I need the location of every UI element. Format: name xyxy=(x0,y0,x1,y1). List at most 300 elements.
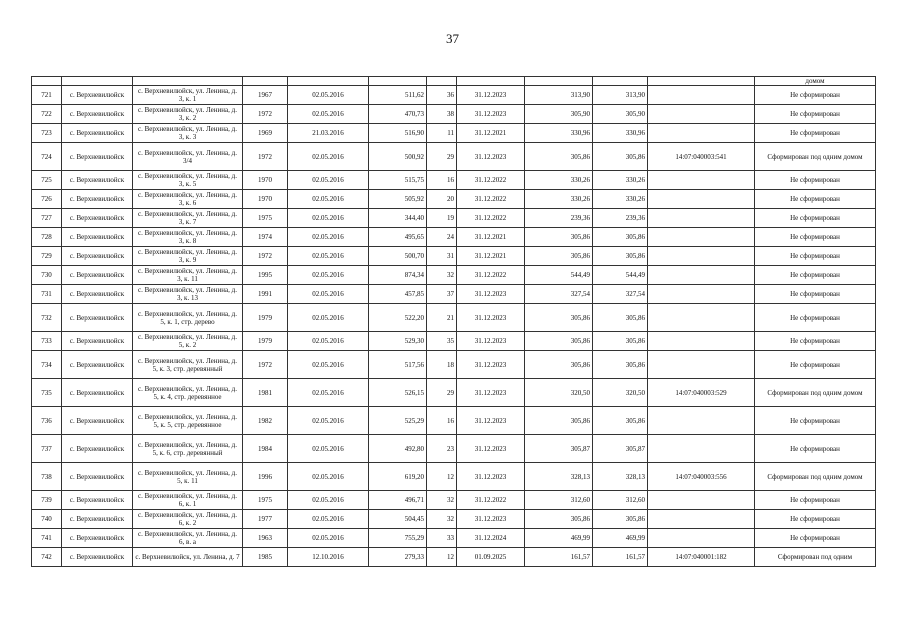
area-cell: 496,71 xyxy=(369,491,427,510)
table-row xyxy=(32,86,876,105)
cost-a-cell: 330,26 xyxy=(525,190,593,209)
year-built-cell: 1985 xyxy=(243,548,288,567)
cadastral-number-cell xyxy=(648,304,755,332)
cadastral-number-cell xyxy=(648,407,755,435)
area-cell: 504,45 xyxy=(369,510,427,529)
row-number-cell: 723 xyxy=(32,124,62,143)
cost-b-cell: 320,50 xyxy=(593,379,648,407)
cost-a-cell: 328,13 xyxy=(525,463,593,491)
register-table xyxy=(31,76,876,567)
cost-b-cell: 330,26 xyxy=(593,171,648,190)
residents-cell: 18 xyxy=(427,351,457,379)
cost-a-cell: 327,54 xyxy=(525,285,593,304)
deadline-date-cell: 31.12.2023 xyxy=(457,379,525,407)
residents-cell: 31 xyxy=(427,247,457,266)
table-row-continued xyxy=(32,77,876,86)
settlement-cell: с. Верхневилюйск xyxy=(62,510,133,529)
survey-date-cell: 02.05.2016 xyxy=(288,529,369,548)
deadline-date-cell: 31.12.2023 xyxy=(457,407,525,435)
residents-cell: 24 xyxy=(427,228,457,247)
address-cell: с. Верхневилюйск, ул. Ленина, д. 5, к. 4, стр. деревянное xyxy=(133,379,243,407)
cost-a-cell xyxy=(525,77,593,86)
settlement-cell xyxy=(62,77,133,86)
cadastral-number-cell xyxy=(648,190,755,209)
survey-date-cell: 02.05.2016 xyxy=(288,266,369,285)
cost-a-cell: 320,50 xyxy=(525,379,593,407)
area-cell: 874,34 xyxy=(369,266,427,285)
row-number-cell xyxy=(32,77,62,86)
address-cell: с. Верхневилюйск, ул. Ленина, д. 5, к. 1, стр. дерево xyxy=(133,304,243,332)
row-number-cell: 742 xyxy=(32,548,62,567)
settlement-cell: с. Верхневилюйск xyxy=(62,209,133,228)
table-row xyxy=(32,379,876,407)
deadline-date-cell: 31.12.2021 xyxy=(457,247,525,266)
year-built-cell: 1974 xyxy=(243,228,288,247)
year-built-cell xyxy=(243,77,288,86)
address-cell: с. Верхневилюйск, ул. Ленина, д. 3, к. 6 xyxy=(133,190,243,209)
address-cell: с. Верхневилюйск, ул. Ленина, д. 3, к. 2 xyxy=(133,105,243,124)
cadastral-number-cell xyxy=(648,124,755,143)
cost-b-cell: 544,49 xyxy=(593,266,648,285)
cost-b-cell: 239,36 xyxy=(593,209,648,228)
settlement-cell: с. Верхневилюйск xyxy=(62,247,133,266)
year-built-cell: 1972 xyxy=(243,351,288,379)
residents-cell: 36 xyxy=(427,86,457,105)
land-status-cell: Не сформирован xyxy=(755,266,876,285)
residents-cell: 29 xyxy=(427,143,457,171)
survey-date-cell xyxy=(288,77,369,86)
area-cell: 495,65 xyxy=(369,228,427,247)
residents-cell: 38 xyxy=(427,105,457,124)
land-status-cell: Не сформирован xyxy=(755,86,876,105)
table-row xyxy=(32,351,876,379)
year-built-cell: 1982 xyxy=(243,407,288,435)
cost-a-cell: 312,60 xyxy=(525,491,593,510)
cost-a-cell: 161,57 xyxy=(525,548,593,567)
deadline-date-cell: 31.12.2023 xyxy=(457,463,525,491)
year-built-cell: 1984 xyxy=(243,435,288,463)
deadline-date-cell: 31.12.2021 xyxy=(457,124,525,143)
land-status-cell: Не сформирован xyxy=(755,247,876,266)
survey-date-cell: 02.05.2016 xyxy=(288,143,369,171)
area-cell: 516,90 xyxy=(369,124,427,143)
settlement-cell: с. Верхневилюйск xyxy=(62,86,133,105)
deadline-date-cell: 31.12.2023 xyxy=(457,285,525,304)
year-built-cell: 1972 xyxy=(243,143,288,171)
area-cell: 522,20 xyxy=(369,304,427,332)
table-row xyxy=(32,435,876,463)
deadline-date-cell: 31.12.2022 xyxy=(457,209,525,228)
land-status-cell: Сформирован под одним домом xyxy=(755,143,876,171)
cost-a-cell: 305,86 xyxy=(525,247,593,266)
table-row xyxy=(32,124,876,143)
deadline-date-cell: 31.12.2023 xyxy=(457,105,525,124)
cadastral-number-cell xyxy=(648,266,755,285)
cost-b-cell xyxy=(593,77,648,86)
land-status-cell: Сформирован под одним домом xyxy=(755,379,876,407)
row-number-cell: 737 xyxy=(32,435,62,463)
area-cell: 492,80 xyxy=(369,435,427,463)
settlement-cell: с. Верхневилюйск xyxy=(62,285,133,304)
address-cell: с. Верхневилюйск, ул. Ленина, д. 3, к. 5 xyxy=(133,171,243,190)
survey-date-cell: 02.05.2016 xyxy=(288,407,369,435)
cost-a-cell: 313,90 xyxy=(525,86,593,105)
settlement-cell: с. Верхневилюйск xyxy=(62,379,133,407)
cost-a-cell: 305,86 xyxy=(525,228,593,247)
residents-cell: 23 xyxy=(427,435,457,463)
cadastral-number-cell xyxy=(648,105,755,124)
address-cell: с. Верхневилюйск, ул. Ленина, д. 3, к. 8 xyxy=(133,228,243,247)
address-cell: с. Верхневилюйск, ул. Ленина, д. 7 xyxy=(133,548,243,567)
cost-b-cell: 161,57 xyxy=(593,548,648,567)
land-status-cell: Не сформирован xyxy=(755,285,876,304)
year-built-cell: 1977 xyxy=(243,510,288,529)
row-number-cell: 727 xyxy=(32,209,62,228)
deadline-date-cell: 31.12.2023 xyxy=(457,86,525,105)
survey-date-cell: 02.05.2016 xyxy=(288,510,369,529)
land-status-cell: Не сформирован xyxy=(755,332,876,351)
address-cell: с. Верхневилюйск, ул. Ленина, д. 5, к. 3, стр. деревянный xyxy=(133,351,243,379)
settlement-cell: с. Верхневилюйск xyxy=(62,105,133,124)
survey-date-cell: 02.05.2016 xyxy=(288,190,369,209)
cost-a-cell: 544,49 xyxy=(525,266,593,285)
cost-b-cell: 305,86 xyxy=(593,351,648,379)
area-cell: 619,20 xyxy=(369,463,427,491)
residents-cell: 32 xyxy=(427,491,457,510)
row-number-cell: 738 xyxy=(32,463,62,491)
table-row xyxy=(32,285,876,304)
year-built-cell: 1995 xyxy=(243,266,288,285)
cadastral-number-cell xyxy=(648,228,755,247)
cadastral-number-cell xyxy=(648,247,755,266)
table-row xyxy=(32,332,876,351)
row-number-cell: 741 xyxy=(32,529,62,548)
cost-b-cell: 305,86 xyxy=(593,407,648,435)
address-cell: с. Верхневилюйск, ул. Ленина, д. 3, к. 3 xyxy=(133,124,243,143)
row-number-cell: 734 xyxy=(32,351,62,379)
settlement-cell: с. Верхневилюйск xyxy=(62,190,133,209)
year-built-cell: 1972 xyxy=(243,105,288,124)
survey-date-cell: 02.05.2016 xyxy=(288,285,369,304)
table-row xyxy=(32,510,876,529)
table-row xyxy=(32,304,876,332)
cost-b-cell: 469,99 xyxy=(593,529,648,548)
land-status-cell: домом xyxy=(755,77,876,86)
year-built-cell: 1981 xyxy=(243,379,288,407)
cadastral-number-cell xyxy=(648,332,755,351)
cost-a-cell: 305,86 xyxy=(525,510,593,529)
residents-cell: 11 xyxy=(427,124,457,143)
table-row xyxy=(32,228,876,247)
cost-a-cell: 330,96 xyxy=(525,124,593,143)
cadastral-number-cell xyxy=(648,351,755,379)
settlement-cell: с. Верхневилюйск xyxy=(62,529,133,548)
land-status-cell: Не сформирован xyxy=(755,529,876,548)
survey-date-cell: 02.05.2016 xyxy=(288,332,369,351)
settlement-cell: с. Верхневилюйск xyxy=(62,491,133,510)
residents-cell: 33 xyxy=(427,529,457,548)
cadastral-number-cell xyxy=(648,529,755,548)
survey-date-cell: 02.05.2016 xyxy=(288,379,369,407)
cost-b-cell: 305,86 xyxy=(593,332,648,351)
table-row xyxy=(32,190,876,209)
cadastral-number-cell xyxy=(648,86,755,105)
year-built-cell: 1970 xyxy=(243,190,288,209)
year-built-cell: 1963 xyxy=(243,529,288,548)
address-cell xyxy=(133,77,243,86)
settlement-cell: с. Верхневилюйск xyxy=(62,124,133,143)
year-built-cell: 1970 xyxy=(243,171,288,190)
address-cell: с. Верхневилюйск, ул. Ленина, д. 6, в. а xyxy=(133,529,243,548)
deadline-date-cell: 31.12.2023 xyxy=(457,351,525,379)
survey-date-cell: 02.05.2016 xyxy=(288,351,369,379)
row-number-cell: 740 xyxy=(32,510,62,529)
residents-cell: 20 xyxy=(427,190,457,209)
row-number-cell: 739 xyxy=(32,491,62,510)
cadastral-number-cell: 14:07:040003:529 xyxy=(648,379,755,407)
land-status-cell: Не сформирован xyxy=(755,105,876,124)
table-row xyxy=(32,463,876,491)
area-cell: 279,33 xyxy=(369,548,427,567)
row-number-cell: 724 xyxy=(32,143,62,171)
page-number: 37 xyxy=(446,31,459,46)
cost-b-cell: 305,86 xyxy=(593,143,648,171)
address-cell: с. Верхневилюйск, ул. Ленина, д. 5, к. 2 xyxy=(133,332,243,351)
area-cell: 511,62 xyxy=(369,86,427,105)
table-row xyxy=(32,247,876,266)
year-built-cell: 1967 xyxy=(243,86,288,105)
cost-a-cell: 305,86 xyxy=(525,407,593,435)
table-row xyxy=(32,548,876,567)
address-cell: с. Верхневилюйск, ул. Ленина, д. 3, к. 11 xyxy=(133,266,243,285)
area-cell: 515,75 xyxy=(369,171,427,190)
settlement-cell: с. Верхневилюйск xyxy=(62,407,133,435)
land-status-cell: Не сформирован xyxy=(755,190,876,209)
year-built-cell: 1991 xyxy=(243,285,288,304)
year-built-cell: 1975 xyxy=(243,209,288,228)
cost-b-cell: 330,96 xyxy=(593,124,648,143)
cost-b-cell: 305,86 xyxy=(593,228,648,247)
settlement-cell: с. Верхневилюйск xyxy=(62,351,133,379)
deadline-date-cell: 31.12.2022 xyxy=(457,266,525,285)
settlement-cell: с. Верхневилюйск xyxy=(62,463,133,491)
year-built-cell: 1979 xyxy=(243,304,288,332)
cadastral-number-cell: 14:07:040003:556 xyxy=(648,463,755,491)
deadline-date-cell: 31.12.2024 xyxy=(457,529,525,548)
year-built-cell: 1996 xyxy=(243,463,288,491)
settlement-cell: с. Верхневилюйск xyxy=(62,332,133,351)
survey-date-cell: 02.05.2016 xyxy=(288,228,369,247)
row-number-cell: 728 xyxy=(32,228,62,247)
land-status-cell: Не сформирован xyxy=(755,304,876,332)
address-cell: с. Верхневилюйск, ул. Ленина, д. 5, к. 11 xyxy=(133,463,243,491)
survey-date-cell: 02.05.2016 xyxy=(288,105,369,124)
address-cell: с. Верхневилюйск, ул. Ленина, д. 5, к. 6, стр. деревянный xyxy=(133,435,243,463)
survey-date-cell: 02.05.2016 xyxy=(288,435,369,463)
residents-cell: 37 xyxy=(427,285,457,304)
survey-date-cell: 02.05.2016 xyxy=(288,86,369,105)
area-cell xyxy=(369,77,427,86)
area-cell: 517,56 xyxy=(369,351,427,379)
residents-cell: 35 xyxy=(427,332,457,351)
cost-b-cell: 327,54 xyxy=(593,285,648,304)
land-status-cell: Не сформирован xyxy=(755,435,876,463)
land-status-cell: Не сформирован xyxy=(755,351,876,379)
settlement-cell: с. Верхневилюйск xyxy=(62,548,133,567)
cadastral-number-cell: 14:07:040001:182 xyxy=(648,548,755,567)
address-cell: с. Верхневилюйск, ул. Ленина, д. 5, к. 5, стр. деревянное xyxy=(133,407,243,435)
row-number-cell: 736 xyxy=(32,407,62,435)
cost-b-cell: 313,90 xyxy=(593,86,648,105)
residents-cell: 19 xyxy=(427,209,457,228)
area-cell: 505,92 xyxy=(369,190,427,209)
cadastral-number-cell: 14:07:040003:541 xyxy=(648,143,755,171)
cost-a-cell: 305,86 xyxy=(525,143,593,171)
cost-a-cell: 305,90 xyxy=(525,105,593,124)
year-built-cell: 1969 xyxy=(243,124,288,143)
area-cell: 529,30 xyxy=(369,332,427,351)
cadastral-number-cell xyxy=(648,510,755,529)
address-cell: с. Верхневилюйск, ул. Ленина, д. 6, к. 2 xyxy=(133,510,243,529)
residents-cell: 16 xyxy=(427,407,457,435)
deadline-date-cell xyxy=(457,77,525,86)
residents-cell: 32 xyxy=(427,266,457,285)
area-cell: 525,29 xyxy=(369,407,427,435)
cadastral-number-cell xyxy=(648,209,755,228)
table-row xyxy=(32,143,876,171)
residents-cell: 21 xyxy=(427,304,457,332)
cadastral-number-cell xyxy=(648,491,755,510)
area-cell: 344,40 xyxy=(369,209,427,228)
address-cell: с. Верхневилюйск, ул. Ленина, д. 3, к. 9 xyxy=(133,247,243,266)
area-cell: 755,29 xyxy=(369,529,427,548)
deadline-date-cell: 31.12.2023 xyxy=(457,304,525,332)
survey-date-cell: 02.05.2016 xyxy=(288,209,369,228)
table-row xyxy=(32,105,876,124)
residents-cell: 12 xyxy=(427,548,457,567)
land-status-cell: Не сформирован xyxy=(755,124,876,143)
residents-cell: 12 xyxy=(427,463,457,491)
deadline-date-cell: 31.12.2022 xyxy=(457,171,525,190)
land-status-cell: Не сформирован xyxy=(755,171,876,190)
row-number-cell: 730 xyxy=(32,266,62,285)
cost-b-cell: 305,86 xyxy=(593,247,648,266)
address-cell: с. Верхневилюйск, ул. Ленина, д. 3, к. 1 xyxy=(133,86,243,105)
land-status-cell: Не сформирован xyxy=(755,209,876,228)
land-status-cell: Сформирован под одним домом xyxy=(755,463,876,491)
survey-date-cell: 02.05.2016 xyxy=(288,463,369,491)
cost-b-cell: 305,86 xyxy=(593,304,648,332)
cost-b-cell: 312,60 xyxy=(593,491,648,510)
deadline-date-cell: 31.12.2022 xyxy=(457,190,525,209)
cadastral-number-cell xyxy=(648,435,755,463)
cost-a-cell: 469,99 xyxy=(525,529,593,548)
land-status-cell: Не сформирован xyxy=(755,407,876,435)
row-number-cell: 721 xyxy=(32,86,62,105)
area-cell: 457,85 xyxy=(369,285,427,304)
residents-cell: 29 xyxy=(427,379,457,407)
land-status-cell: Сформирован под одним xyxy=(755,548,876,567)
settlement-cell: с. Верхневилюйск xyxy=(62,304,133,332)
cadastral-number-cell xyxy=(648,77,755,86)
row-number-cell: 732 xyxy=(32,304,62,332)
year-built-cell: 1972 xyxy=(243,247,288,266)
cost-a-cell: 239,36 xyxy=(525,209,593,228)
row-number-cell: 733 xyxy=(32,332,62,351)
address-cell: с. Верхневилюйск, ул. Ленина, д. 3, к. 13 xyxy=(133,285,243,304)
cadastral-number-cell xyxy=(648,285,755,304)
deadline-date-cell: 01.09.2025 xyxy=(457,548,525,567)
cadastral-number-cell xyxy=(648,171,755,190)
survey-date-cell: 02.05.2016 xyxy=(288,491,369,510)
deadline-date-cell: 31.12.2023 xyxy=(457,332,525,351)
survey-date-cell: 21.03.2016 xyxy=(288,124,369,143)
address-cell: с. Верхневилюйск, ул. Ленина, д. 6, к. 1 xyxy=(133,491,243,510)
settlement-cell: с. Верхневилюйск xyxy=(62,228,133,247)
table-row xyxy=(32,209,876,228)
address-cell: с. Верхневилюйск, ул. Ленина, д. 3/4 xyxy=(133,143,243,171)
area-cell: 500,70 xyxy=(369,247,427,266)
settlement-cell: с. Верхневилюйск xyxy=(62,435,133,463)
year-built-cell: 1975 xyxy=(243,491,288,510)
table-row xyxy=(32,266,876,285)
table-row xyxy=(32,407,876,435)
settlement-cell: с. Верхневилюйск xyxy=(62,266,133,285)
area-cell: 500,92 xyxy=(369,143,427,171)
area-cell: 526,15 xyxy=(369,379,427,407)
residents-cell xyxy=(427,77,457,86)
deadline-date-cell: 31.12.2023 xyxy=(457,510,525,529)
row-number-cell: 725 xyxy=(32,171,62,190)
table-row xyxy=(32,491,876,510)
cost-a-cell: 305,86 xyxy=(525,304,593,332)
settlement-cell: с. Верхневилюйск xyxy=(62,171,133,190)
deadline-date-cell: 31.12.2021 xyxy=(457,228,525,247)
cost-b-cell: 305,90 xyxy=(593,105,648,124)
cost-b-cell: 330,26 xyxy=(593,190,648,209)
row-number-cell: 735 xyxy=(32,379,62,407)
address-cell: с. Верхневилюйск, ул. Ленина, д. 3, к. 7 xyxy=(133,209,243,228)
residents-cell: 16 xyxy=(427,171,457,190)
deadline-date-cell: 31.12.2023 xyxy=(457,143,525,171)
survey-date-cell: 02.05.2016 xyxy=(288,247,369,266)
survey-date-cell: 02.05.2016 xyxy=(288,171,369,190)
cost-a-cell: 330,26 xyxy=(525,171,593,190)
cost-a-cell: 305,86 xyxy=(525,351,593,379)
cost-b-cell: 305,86 xyxy=(593,510,648,529)
row-number-cell: 726 xyxy=(32,190,62,209)
settlement-cell: с. Верхневилюйск xyxy=(62,143,133,171)
survey-date-cell: 02.05.2016 xyxy=(288,304,369,332)
residents-cell: 32 xyxy=(427,510,457,529)
deadline-date-cell: 31.12.2023 xyxy=(457,435,525,463)
land-status-cell: Не сформирован xyxy=(755,228,876,247)
land-status-cell: Не сформирован xyxy=(755,491,876,510)
row-number-cell: 729 xyxy=(32,247,62,266)
deadline-date-cell: 31.12.2022 xyxy=(457,491,525,510)
cost-b-cell: 305,87 xyxy=(593,435,648,463)
survey-date-cell: 12.10.2016 xyxy=(288,548,369,567)
table-row xyxy=(32,529,876,548)
cost-a-cell: 305,86 xyxy=(525,332,593,351)
cost-b-cell: 328,13 xyxy=(593,463,648,491)
row-number-cell: 722 xyxy=(32,105,62,124)
cost-a-cell: 305,87 xyxy=(525,435,593,463)
land-status-cell: Не сформирован xyxy=(755,510,876,529)
row-number-cell: 731 xyxy=(32,285,62,304)
year-built-cell: 1979 xyxy=(243,332,288,351)
table-row xyxy=(32,171,876,190)
